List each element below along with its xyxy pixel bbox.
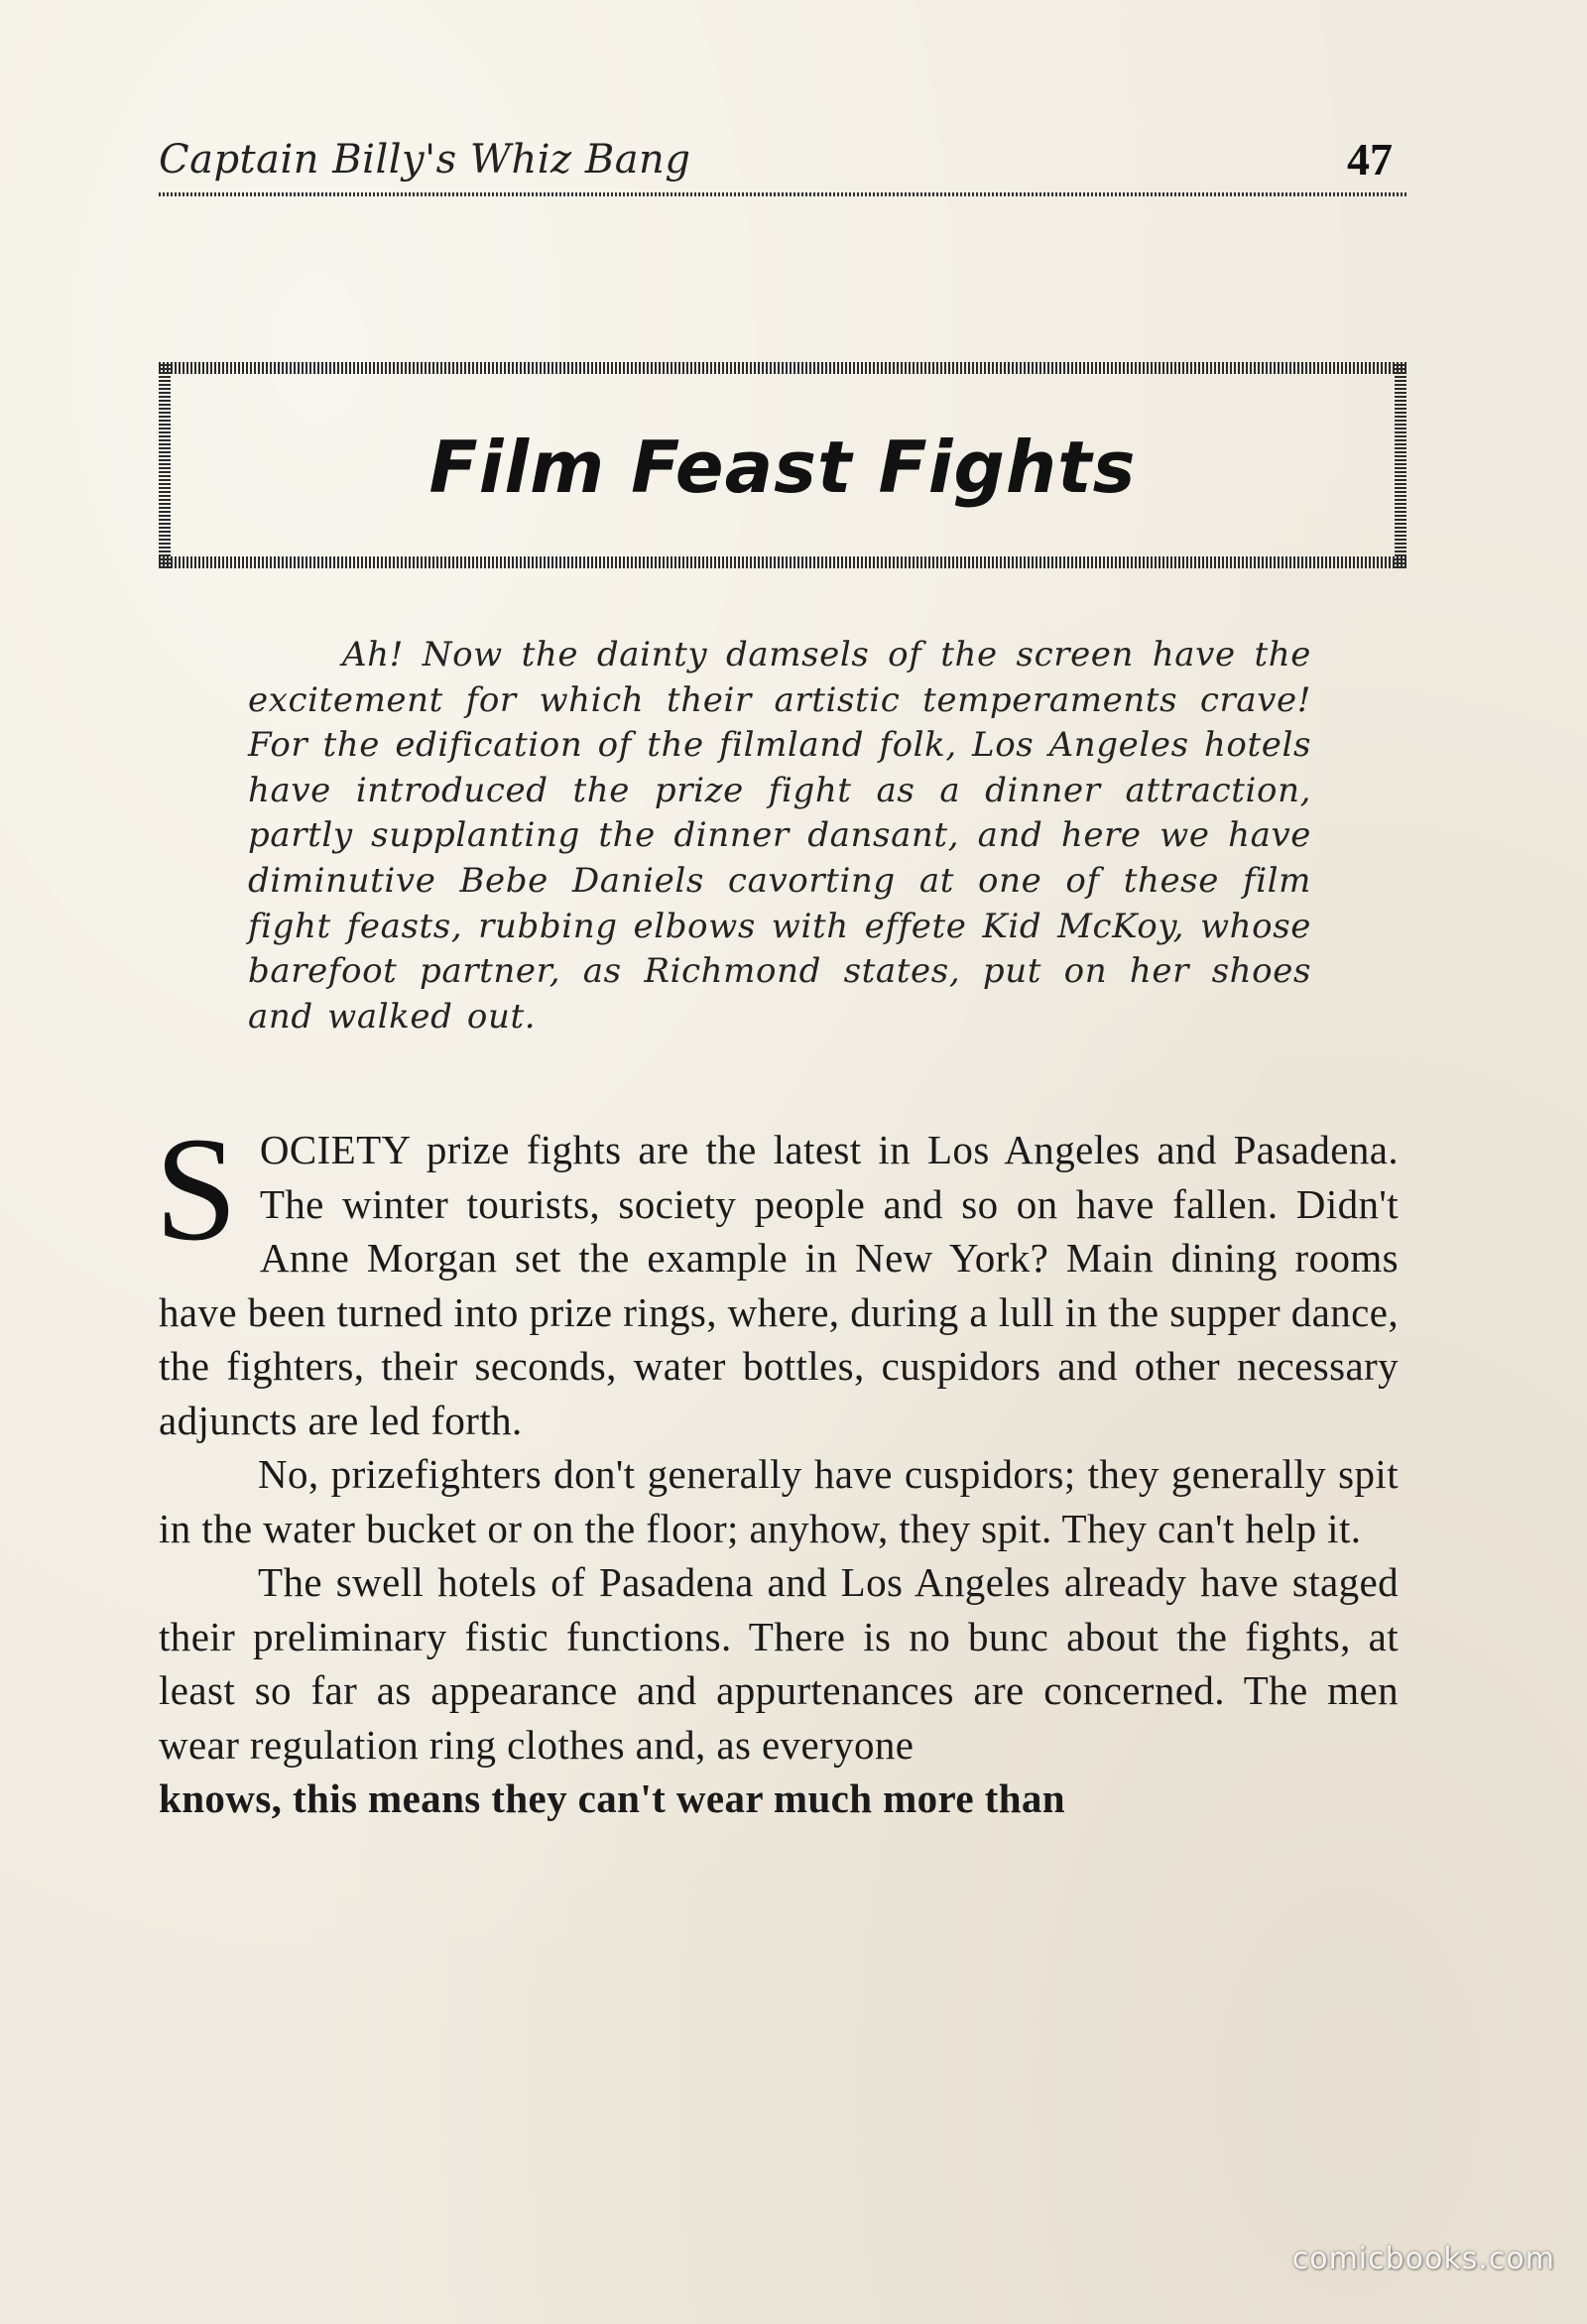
title-box-border-bottom (159, 556, 1406, 568)
header-rule (159, 192, 1408, 196)
body-paragraph (155, 1107, 1399, 1447)
article-intro: Ah! Now the dainty damsels of the screen have the excitement for which their artistic temperaments crave! For the edification of the filmland folk, Los Angeles hotels have introduced the prize fight as a dinner attraction, partly supplanting the dinner dansant, and here we have diminutive Bebe Daniels cavorting at one of these film fight feasts, rubbing elbows with effete Kid McKoy, whose barefoot partner, as Richmond states, put on her shoes and walked out. (248, 635, 1311, 1037)
body-paragraph: The swell hotels of Pasadena and Los Angeles already have staged their preliminary fistic functions. There is no bunc about the fights, at least so far as appearance and appurtenances are concerned. The men wear regulation ring clothes and, as everyone (159, 1559, 1399, 1768)
body-paragraph: No, prizefighters don't generally have cuspidors; they generally spit in the water bucket or on the floor; anyhow, they spit. They can't help it. (159, 1451, 1399, 1551)
article-title: Film Feast Fights (428, 426, 1137, 509)
drop-cap: S (155, 1107, 238, 1272)
running-header-title: Captain Billy's Whiz Bang (159, 137, 691, 183)
watermark: comicbooks.com (1291, 2242, 1555, 2276)
body-paragraph-text: OCIETY prize fights are the latest in Los Angeles and Pasadena. The winter tourists, society people and so on have fallen. Didn't Anne Morgan set the example in New York? Main dining rooms have been turned into prize rings, where, during a lull in the supper dance, the fighters, their seconds, water bottles, cuspidors and other necessary adjuncts are led forth. (159, 1127, 1399, 1443)
article-title-box (159, 362, 1406, 568)
body-paragraph: knows, this means they can't wear much more than (159, 1775, 1066, 1821)
running-header (159, 134, 1408, 196)
page-number: 47 (1347, 134, 1393, 184)
title-box-border-top (159, 362, 1406, 374)
article-body (155, 1107, 1399, 1826)
